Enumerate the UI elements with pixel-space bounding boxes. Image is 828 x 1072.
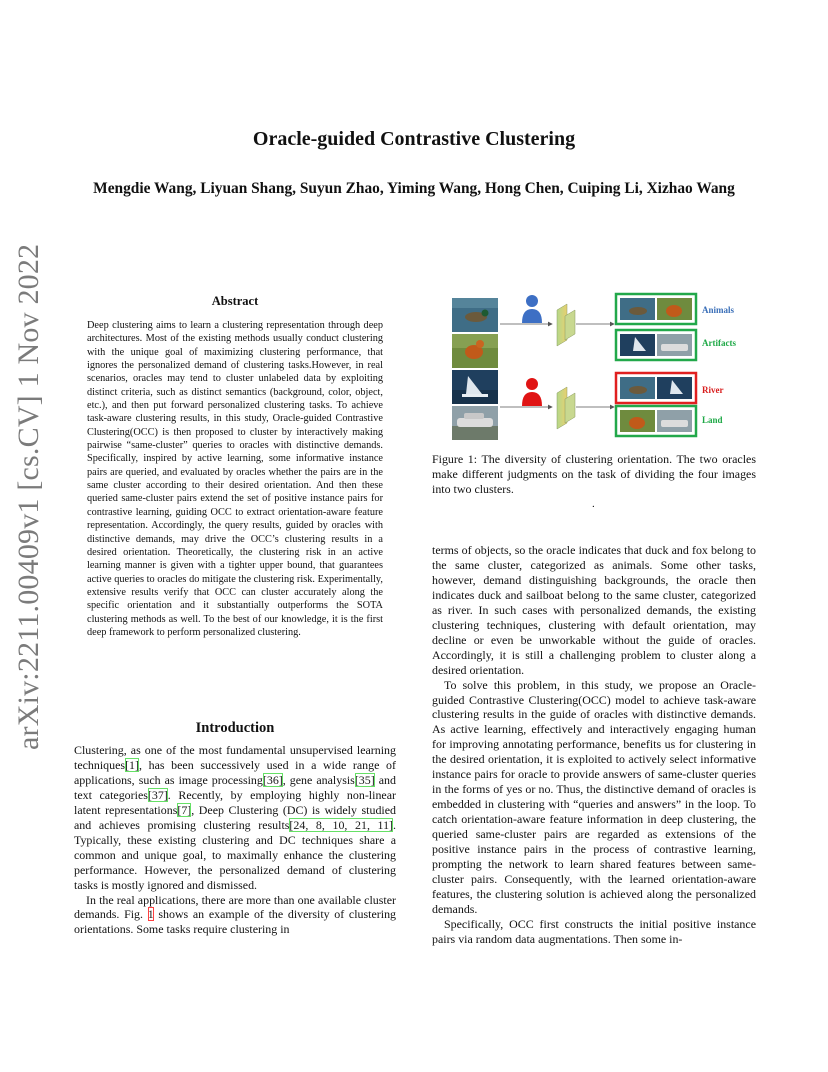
intro-text: . Recently, by employing highly non-linear latent representations (74, 787, 396, 817)
intro-text: Clustering, as one of the most fundamental unsupervised learning techniques (74, 743, 396, 772)
figure-1 (452, 290, 762, 440)
intro-text: and text categories (74, 772, 396, 802)
network-encoder-icon (557, 304, 575, 346)
citation-link[interactable]: [1] (125, 757, 139, 772)
intro-paragraph-1 (74, 743, 396, 893)
intro-text: In the real applications, there are more than one available cluster demands. Fig. (74, 892, 396, 922)
oracle-user-icon (522, 295, 542, 323)
intro-text: , gene analysis (282, 772, 355, 787)
introduction-heading: Introduction (195, 720, 275, 736)
label-artifacts: Artifacts (702, 338, 736, 348)
paper-title: Oracle-guided Contrastive Clustering (252, 128, 576, 150)
figure-caption: Figure 1: The diversity of clustering orientation. The two oracles make different judgments on the task of dividing the four images into two clusters. (432, 452, 756, 496)
sailboat-image (452, 370, 498, 404)
oracle-user-icon (522, 378, 542, 406)
intro-text: , has been successively used in a wide range of applications, such as image processing (74, 757, 396, 787)
cluster-box-river (616, 373, 696, 403)
right-paragraph-1: terms of objects, so the oracle indicates that duck and fox belong to the same cluster, categorized as animals. Some other tasks, however, demand distinguishing backgrounds, the oracle then indicates duck and sailboat belong to the same cluster, categorized as river. In such cases with personalized demands, the existing clustering techniques, clustering with default orientation, may decline or even be unworkable without the guide of oracles. Accordingly, it is still a challenging problem to cluster along a desired orientation. (432, 543, 756, 677)
intro-text: shows an example of the diversity of clustering orientations. Some tasks require clustering in (74, 907, 397, 937)
intro-text: , Deep Clustering (DC) is widely studied and achieves promising clustering results (74, 802, 396, 832)
introduction-body (74, 743, 396, 937)
stray-dot: . (592, 498, 595, 510)
cluster-box-land (616, 406, 696, 436)
network-encoder-icon (557, 387, 575, 429)
duck-image (452, 298, 498, 332)
figure-reference-link[interactable]: 1 (147, 907, 154, 922)
citation-link[interactable]: [7] (177, 802, 192, 817)
abstract-heading: Abstract (211, 294, 259, 308)
right-column-body (432, 543, 756, 947)
right-paragraph-3: Specifically, OCC first constructs the initial positive instance pairs via random data augmentations. Then some in- (432, 916, 756, 946)
label-animals: Animals (702, 305, 735, 315)
fox-image (452, 334, 498, 368)
author-list: Mengdie Wang, Liyuan Shang, Suyun Zhao, Yiming Wang, Hong Chen, Cuiping Li, Xizhao Wang (93, 180, 735, 197)
label-river: River (702, 385, 724, 395)
right-paragraph-2: To solve this problem, in this study, we propose an Oracle-guided Contrastive Clustering(OCC) model to achieve task-aware clustering results in the guide of oracles with distinctive demands. As active learning, effectively and interactively engaging human for improving annotating performance, benefits us for clustering in the desired orientation, it is exploited to actively select informative instance pairs for oracle to provide answers of same-cluster queries in the forms of yes or no. Thus, the distinctive demand of oracles is embedded in clustering with “queries and answers” in the loop. To catch orientation-aware feature information in deep clustering, the queried same-cluster pairs are regarded as extensions of the positive instance pairs in the process of contrastive learning, prompting the network to learn shared features between same-cluster pairs. Consequently, with the learned orientation-aware features, the clustering solution is achieved along the personalized demands. (432, 677, 756, 916)
intro-text: . Typically, these existing clustering and DC techniques share a common and unique goal, to maximally enhance the clustering performance. However, the personalized demand of clustering tasks is mostly ignored and dismissed. (74, 817, 396, 892)
intro-paragraph-2 (74, 893, 396, 938)
citation-link[interactable]: [24, 8, 10, 21, 11] (289, 817, 394, 832)
label-land: Land (702, 415, 723, 425)
abstract-text: Deep clustering aims to learn a clustering representation through deep architectures. Most of the existing methods usually conduct clustering with the unique goal of maximizing clustering performance, that ignores the personalized demand of clustering tasks.However, in real scenarios, oracles may tend to cluster unlabeled data by exploiting distinct criteria, such as distinct semantics (background, color, object, etc.), and then put forward personalized clustering tasks. To achieve task-aware clustering results, in this study, Oracle-guided Contrastive Clustering(OCC) is then proposed to cluster by interactively making pairwise “same-cluster” queries to oracles with distinctive demands. Specifically, inspired by active learning, some informative instance pairs are queried, and evaluated by oracles whether the pairs are in the same cluster according to their desired orientation. And then these queried same-cluster pairs extend the set of positive instance pairs for contrastive learning, guiding OCC to extract orientation-aware feature representation. Accordingly, the query results, guided by oracles with distinctive demands, may drive the OCC’s clustering results in a desired orientation. Theoretically, the clustering risk in an active learning manner is given with a tighter upper bound, that guarantees active queries to oracles do mitigate the clustering risk. Experimentally, extensive results verify that OCC can cluster accurately along the specific orientation and it substantially outperforms the SOTA clustering methods as well. To the best of our knowledge, it is the first deep framework to perform personalized clustering. (87, 320, 383, 638)
cluster-box-artifacts (616, 330, 696, 360)
citation-link[interactable]: [35] (354, 772, 375, 787)
citation-link[interactable]: [36] (262, 772, 283, 787)
car-image (452, 406, 498, 440)
arxiv-stamp: arXiv:2211.00409v1 [cs.CV] 1 Nov 2022 (12, 243, 45, 750)
citation-link[interactable]: [37] (147, 787, 168, 802)
cluster-box-animals (616, 294, 696, 324)
